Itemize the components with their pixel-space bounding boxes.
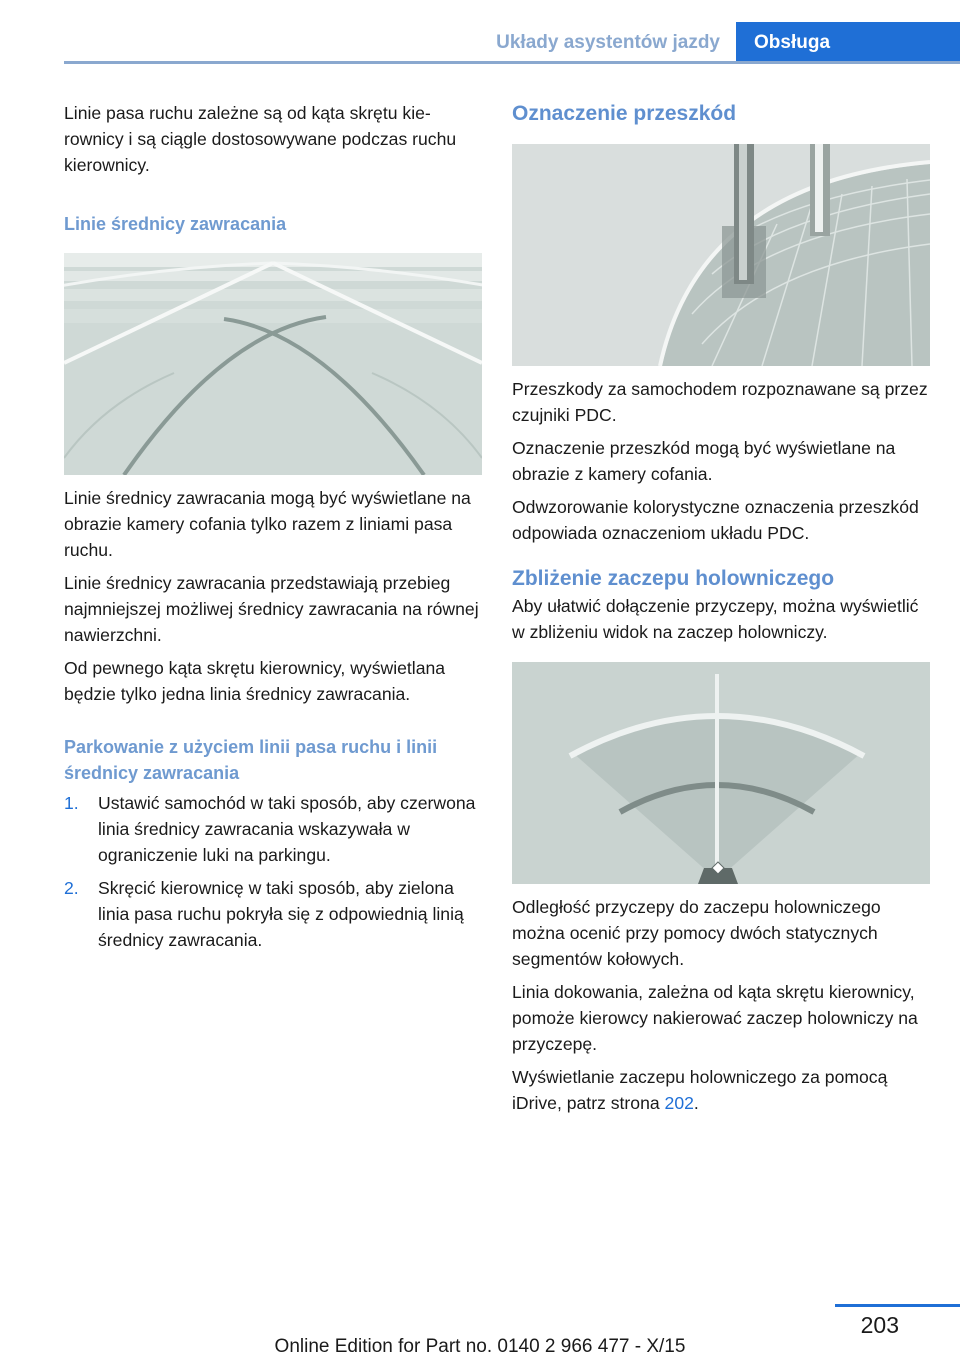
header-chapter-tab: Obsługa: [736, 22, 960, 62]
step-text: Skręcić kierownicę w taki sposób, aby zielona linia pasa ruchu pokryła się z odpowiednią linią średnicy zawracania.: [98, 878, 464, 950]
hitch-p4-suffix: .: [693, 1093, 699, 1113]
footer-rule: [835, 1304, 960, 1307]
hitch-paragraph-3: Linia dokowania, zależna od kąta skrętu kierownicy, pomoże kierowcy nakierować zaczep holowniczy na przyczepę.: [512, 982, 918, 1054]
list-item: [64, 790, 482, 868]
hitch-paragraph-1: Aby ułatwić dołączenie przyczepy, można wyświetlić w zbliżeniu widok na zaczep holowniczy.: [512, 596, 919, 642]
hitch-p4-text: Wyświetlanie zaczepu holowniczego za pomocą iDrive, patrz strona: [512, 1067, 888, 1113]
left-column: [64, 100, 482, 960]
turning-circle-heading: Linie średnicy zawracania: [64, 214, 287, 234]
turning-paragraph-2: Linie średnicy zawracania przedstawiają przebieg najmniejszej możliwej średnicy zawracania na równej nawierzchni.: [64, 573, 479, 645]
hitch-paragraph-4: [512, 1064, 930, 1116]
obstacle-marking-heading: Oznaczenie przeszkód: [512, 102, 737, 125]
obstacle-paragraph-2: Oznaczenie przeszkód mogą być wyświetlane na obrazie z kamery cofania.: [512, 438, 896, 484]
parking-steps-list: [64, 790, 482, 953]
right-column: [512, 100, 930, 1123]
hitch-zoom-figure: [512, 662, 930, 884]
obstacle-marking-figure: [512, 144, 930, 366]
page-reference-link[interactable]: 202: [664, 1093, 694, 1113]
step-text: Ustawić samochód w taki sposób, aby czerwona linia średnicy zawracania wskazywała w ograniczenie luki na parkingu.: [98, 793, 476, 865]
hitch-paragraph-2: Odległość przyczepy do zaczepu holowniczego można ocenić przy pomocy dwóch statycznych segmentów kołowych.: [512, 897, 881, 969]
page-number: 203: [860, 1312, 899, 1338]
edition-footer: Online Edition for Part no. 0140 2 966 477 - X/15: [274, 1336, 686, 1357]
turning-paragraph-3: Od pewnego kąta skrętu kierownicy, wyświetlana będzie tylko jedna linia średnicy zawracania.: [64, 658, 446, 704]
turning-paragraph-1: Linie średnicy zawracania mogą być wyświetlane na obrazie kamery cofania tylko razem z liniami pasa ruchu.: [64, 488, 471, 560]
obstacle-paragraph-3: Odwzorowanie kolorystyczne oznaczenia przeszkód odpowiada oznaczeniom układu PDC.: [512, 497, 919, 543]
header-rule: [64, 61, 960, 64]
obstacle-paragraph-1: Przeszkody za samochodem rozpoznawane są przez czujniki PDC.: [512, 379, 928, 425]
parking-heading: Parkowanie z użyciem linii pasa ruchu i linii średnicy zawracania: [64, 737, 438, 783]
list-item: [64, 875, 482, 953]
header-section-title: Układy asystentów jazdy: [496, 32, 720, 53]
turning-circle-figure: [64, 253, 482, 475]
step-number: 2.: [64, 878, 79, 898]
intro-paragraph: Linie pasa ruchu zależne są od kąta skrętu kierownicy i są ciągle dostosowywane podczas ruchu kierownicy.: [64, 103, 457, 175]
hitch-zoom-heading: Zbliżenie zaczepu holowniczego: [512, 567, 835, 590]
step-number: 1.: [64, 793, 79, 813]
